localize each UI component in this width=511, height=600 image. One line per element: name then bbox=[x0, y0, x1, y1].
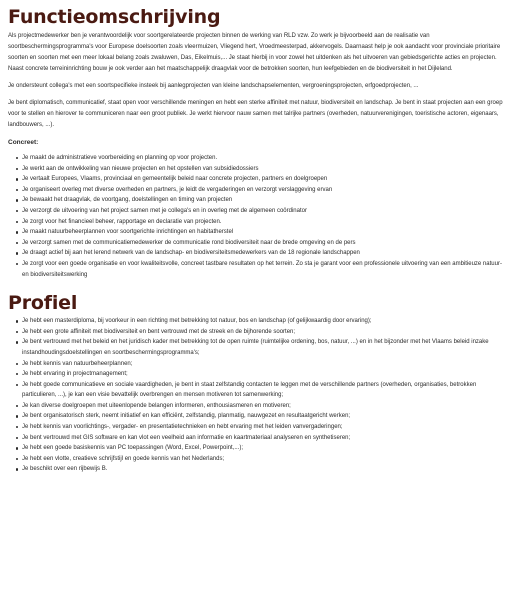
list-item: Je hebt goede communicatieve en sociale vaardigheden, je bent in staat zelfstandig contacten te leggen met de verschillende partners (overheden, organisaties, betrokken particulieren, ...), je kan een visie bevattelijk overbrengen en mensen motiveren tot samenwerking; bbox=[16, 380, 503, 401]
functieomschrijving-heading: Functieomschrijving bbox=[8, 6, 221, 28]
list-item: Je bewaakt het draagvlak, de voortgang, doelstellingen en timing van projecten bbox=[16, 195, 503, 206]
list-item: Je hebt een masterdiploma, bij voorkeur in een richting met betrekking tot natuur, bos en landschap (of gelijkwaardig door ervaring); bbox=[16, 316, 503, 327]
list-item: Je maakt de administratieve voorbereiding en planning op voor projecten. bbox=[16, 153, 503, 164]
list-item: Je verzorgt samen met de communicatiemedewerker de communicatie rond biodiversiteit naar de brede omgeving en de pers bbox=[16, 238, 503, 249]
list-item: Je hebt kennis van voorlichtings-, vergader- en presentatietechnieken en hebt ervaring met het leiden vanvergaderingen; bbox=[16, 422, 503, 433]
list-item: Je bent organisatorisch sterk, neemt initiatief en kan efficiënt, zelfstandig, planmatig, nauwgezet en resultaatgericht werken; bbox=[16, 411, 503, 422]
list-item: Je hebt kennis van natuurbeheerplannen; bbox=[16, 359, 503, 370]
profiel-heading: Profiel bbox=[8, 292, 78, 315]
concreet-label: Concreet: bbox=[8, 139, 39, 146]
list-item: Je hebt ervaring in projectmanagement; bbox=[16, 369, 503, 380]
profiel-list bbox=[8, 316, 503, 475]
list-item: Je zorgt voor het financieel beheer, rapportage en declaratie van projecten. bbox=[16, 217, 503, 228]
list-item: Je vertaalt Europees, Vlaams, provinciaal en gemeentelijk beleid naar concrete projecten, partners en doelgroepen bbox=[16, 174, 503, 185]
list-item: Je beschikt over een rijbewijs B. bbox=[16, 464, 503, 475]
intro-paragraph: Als projectmedewerker ben je verantwoordelijk voor soortgerelateerde projecten binnen de werking van RLD vzw. Zo werk je bijvoorbeeld aan de realisatie van soortbeschermingsprogramma's voor Europese doelsoorten zoals vleermuizen, Vliegend hert, Vroedmeesterpad, akkervogels. Daarnaast help je ook aandacht voor provinciale prioritaire soorten en soorten met een meer lokaal belang zoals zwaluwen, Das, Eikelmuis,... Je staat hierbij in voor zowel het uitdenken als het uitvoeren van gebiedsgerichte acties en projecten. Naast concrete terreininrichting bouw je ook verder aan het maatschappelijk draagvlak voor de betrokken soorten, hun leefgebieden en de biodiversiteit in het Dijleland. bbox=[8, 33, 501, 72]
list-item: Je verzorgt de uitvoering van het project samen met je collega's en in overleg met de algemeen coördinator bbox=[16, 206, 503, 217]
concreet-list bbox=[8, 153, 503, 280]
list-item: Je kan diverse doelgroepen met uiteenlopende belangen informeren, enthousiasmeren en motiveren; bbox=[16, 401, 503, 412]
list-item: Je bent vertrouwd met GIS software en kan vlot een veelheid aan informatie en kaartmateriaal analyseren en synthetiseren; bbox=[16, 433, 503, 444]
list-item: Je werkt aan de ontwikkeling van nieuwe projecten en het opstellen van subsidiedossiers bbox=[16, 164, 503, 175]
support-paragraph: Je ondersteunt collega's met een soortspecifieke insteek bij aanlegprojecten van kleine landschapselementen, vergroeningsprojecten, erfgoedprojecten, ... bbox=[8, 83, 419, 89]
list-item: Je zorgt voor een goede organisatie en voor kwaliteitsvolle, concreet tastbare resultaten op het terrein. Zo sta je garant voor een professionele uitvoering van een ambitieuze natuur- en biodiversiteitswerking bbox=[16, 259, 503, 280]
list-item: Je draagt actief bij aan het lerend netwerk van de landschap- en biodiversiteitsmedewerkers van de 18 regionale landschappen bbox=[16, 248, 503, 259]
list-item: Je maakt natuurbeheerplannen voor soortgerichte inrichtingen en habitatherstel bbox=[16, 227, 503, 238]
list-item: Je organiseert overleg met diverse overheden en partners, je leidt de vergaderingen en verzorgt verslaggeving ervan bbox=[16, 185, 503, 196]
skills-paragraph: Je bent diplomatisch, communicatief, staat open voor verschillende meningen en hebt een sterke affiniteit met natuur, biodiversiteit en landschap. Je bent in staat projecten aan een groep voor te stellen en hierover te communiceren naar een groot publiek. Je werkt hiervoor nauw samen met talrijke partners (overheden, natuurverenigingen, toeristische actoren, eigenaars, landbouwers, ...). bbox=[8, 100, 503, 128]
list-item: Je hebt een grote affiniteit met biodiversiteit en bent vertrouwd met de streek en de bijhorende soorten; bbox=[16, 327, 503, 338]
list-item: Je bent vertrouwd met het beleid en het juridisch kader met betrekking tot de open ruimte (ruimtelijke ordening, bos, natuur, ...) en in het bijzonder met het Vlaams beleid inzake instandhoudingsdoelstellingen en soortbeschermingsprogramma's; bbox=[16, 337, 503, 358]
list-item: Je hebt een vlotte, creatieve schrijfstijl en goede kennis van het Nederlands; bbox=[16, 454, 503, 465]
list-item: Je hebt een goede basiskennis van PC toepassingen (Word, Excel, Powerpoint,...); bbox=[16, 443, 503, 454]
